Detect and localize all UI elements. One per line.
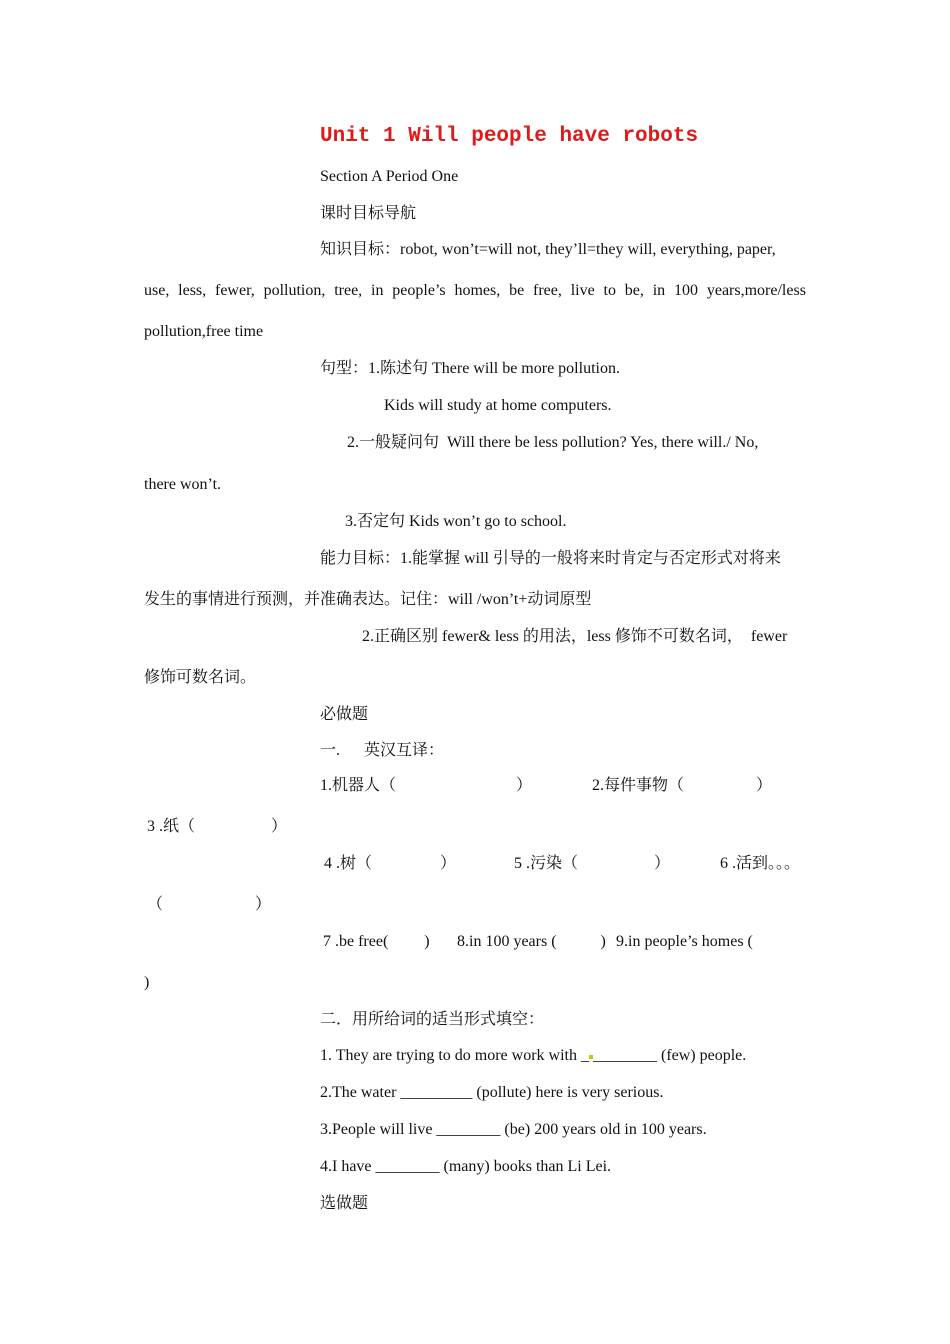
page-title: Unit 1 Will people have robots	[320, 125, 699, 148]
part2-heading: 二．用所给词的适当形式填空：	[320, 1011, 545, 1028]
fill-question-3: 3.People will live ________ (be) 200 years old in 100 years.	[320, 1121, 707, 1138]
knowledge-word: to	[603, 282, 616, 299]
translate-item-9: 9.in people’s homes (	[616, 933, 753, 950]
ability-line-2: 发生的事情进行预测，并准确表达。记住：will /won’t+动词原型	[144, 591, 592, 608]
knowledge-word: 100	[674, 282, 699, 299]
pattern-line-5: 3.否定句 Kids won’t go to school.	[345, 513, 567, 530]
translate-item-1: 1.机器人（ ）	[320, 777, 533, 794]
translate-item-5: 5 .污染（ ）	[514, 855, 671, 872]
knowledge-word: live	[570, 282, 595, 299]
knowledge-word: less,	[178, 282, 207, 299]
knowledge-word: be,	[624, 282, 644, 299]
knowledge-word: homes,	[454, 282, 501, 299]
fill-question-4: 4.I have ________ (many) books than Li Lei.	[320, 1158, 612, 1175]
translate-item-4: 4 .树（ ）	[324, 855, 457, 872]
ability-line-3: 2.正确区别 fewer& less 的用法，less 修饰不可数名词， fewer	[362, 628, 788, 645]
fill-question-1	[320, 1046, 746, 1066]
knowledge-word: free,	[533, 282, 562, 299]
required-heading: 必做题	[320, 706, 369, 723]
knowledge-word: tree,	[334, 282, 363, 299]
ability-line-1: 能力目标：1.能掌握 will 引导的一般将来时肯定与否定形式对将来	[320, 550, 781, 567]
part1-heading: 一. 英汉互译：	[320, 742, 445, 759]
knowledge-line-1: 知识目标：robot, won’t=will not, they’ll=they will, everything, paper,	[320, 241, 776, 258]
translate-item-6-blank: （ ）	[147, 896, 272, 913]
pattern-line-2: Kids will study at home computers.	[384, 397, 612, 414]
translate-item-9-close: )	[144, 974, 150, 991]
knowledge-word: people’s	[392, 282, 446, 299]
knowledge-line-2	[144, 281, 806, 301]
translate-item-6: 6 .活到。。。	[720, 855, 801, 872]
knowledge-word: fewer,	[214, 282, 255, 299]
pattern-line-3: 2.一般疑问句 Will there be less pollution? Yes, there will./ No,	[347, 434, 759, 451]
knowledge-word: years,more/less	[706, 282, 806, 299]
optional-heading: 选做题	[320, 1195, 369, 1212]
knowledge-word: in	[371, 282, 384, 299]
knowledge-word: be	[509, 282, 525, 299]
nav-heading: 课时目标导航	[320, 205, 417, 222]
fill-question-1-end: ________ (few) people.	[592, 1047, 747, 1064]
knowledge-line-3: pollution,free time	[144, 323, 264, 340]
ability-line-4: 修饰可数名词。	[144, 669, 257, 686]
knowledge-word: in	[652, 282, 666, 299]
translate-item-2: 2.每件事物（ ）	[592, 777, 773, 794]
translate-item-3: 3 .纸（ ）	[147, 818, 288, 835]
translate-item-7: 7 .be free( )	[323, 933, 430, 950]
pattern-line-1: 句型：1.陈述句 There will be more pollution.	[320, 360, 620, 377]
pattern-line-4: there won’t.	[144, 476, 222, 493]
section-subtitle: Section A Period One	[320, 168, 459, 185]
fill-question-1-start: 1. They are trying to do more work with _	[320, 1047, 589, 1064]
fill-question-2: 2.The water _________ (pollute) here is very serious.	[320, 1084, 664, 1101]
knowledge-word: pollution,	[263, 282, 326, 299]
translate-item-8: 8.in 100 years ( )	[457, 933, 606, 950]
knowledge-word: use,	[144, 282, 170, 299]
